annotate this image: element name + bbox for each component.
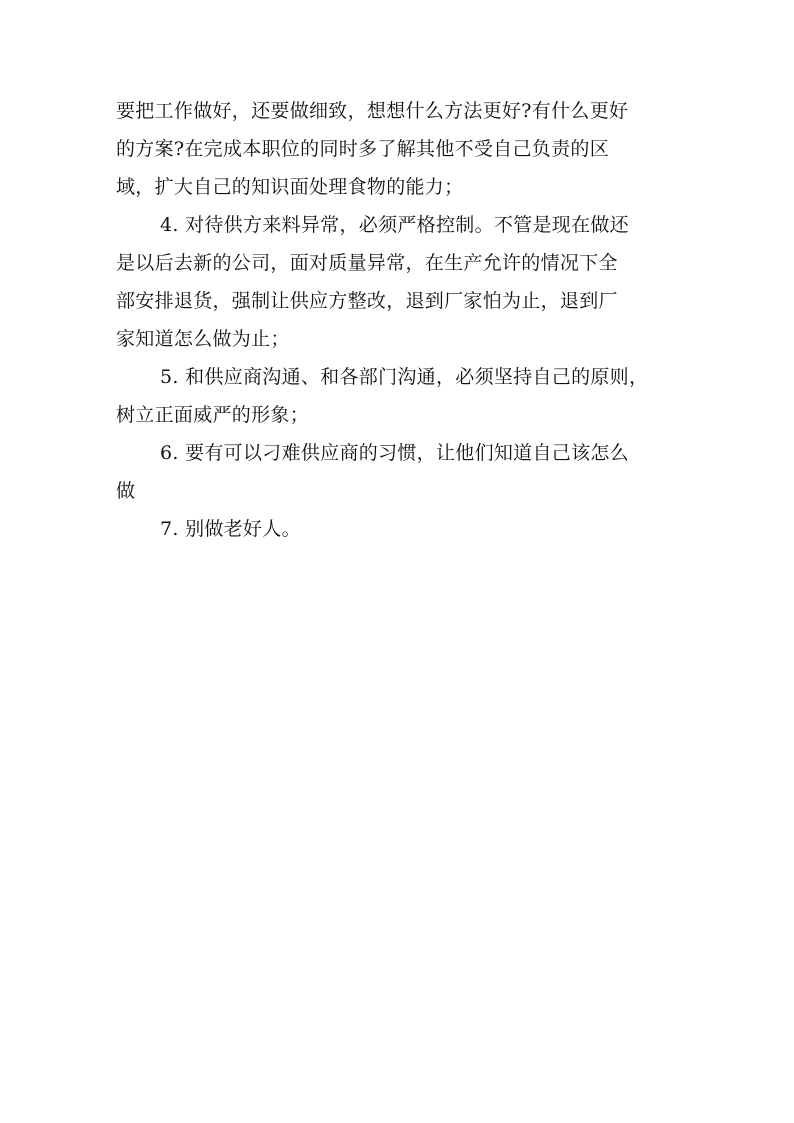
paragraph-line: 要把工作做好，还要做细致，想想什么方法更好?有什么更好 — [116, 100, 629, 122]
list-item-4-line: 部安排退货，强制让供应方整改，退到厂家怕为止，退到厂 — [116, 290, 618, 312]
paragraph-line: 的方案?在完成本职位的同时多了解其他不受自己负责的区 — [116, 138, 609, 160]
list-item-4-line: 家知道怎么做为止； — [116, 328, 290, 350]
list-item-5-line: 5. 和供应商沟通、和各部门沟通，必须坚持自己的原则， — [160, 366, 649, 388]
list-item-6-line: 6. 要有可以刁难供应商的习惯，让他们知道自己该怎么 — [160, 442, 629, 464]
paragraph-line: 域，扩大自己的知识面处理食物的能力； — [116, 176, 464, 198]
document-body — [116, 92, 676, 548]
list-item-6-line: 做 — [116, 480, 136, 502]
list-item-4-line: 是以后去新的公司，面对质量异常，在生产允许的情况下全 — [116, 252, 618, 274]
list-item-5-line: 树立正面威严的形象； — [116, 404, 310, 426]
list-item-4-line: 4. 对待供方来料异常，必须严格控制。不管是现在做还 — [160, 214, 629, 236]
list-item-7-line: 7. 别做老好人。 — [160, 518, 301, 540]
